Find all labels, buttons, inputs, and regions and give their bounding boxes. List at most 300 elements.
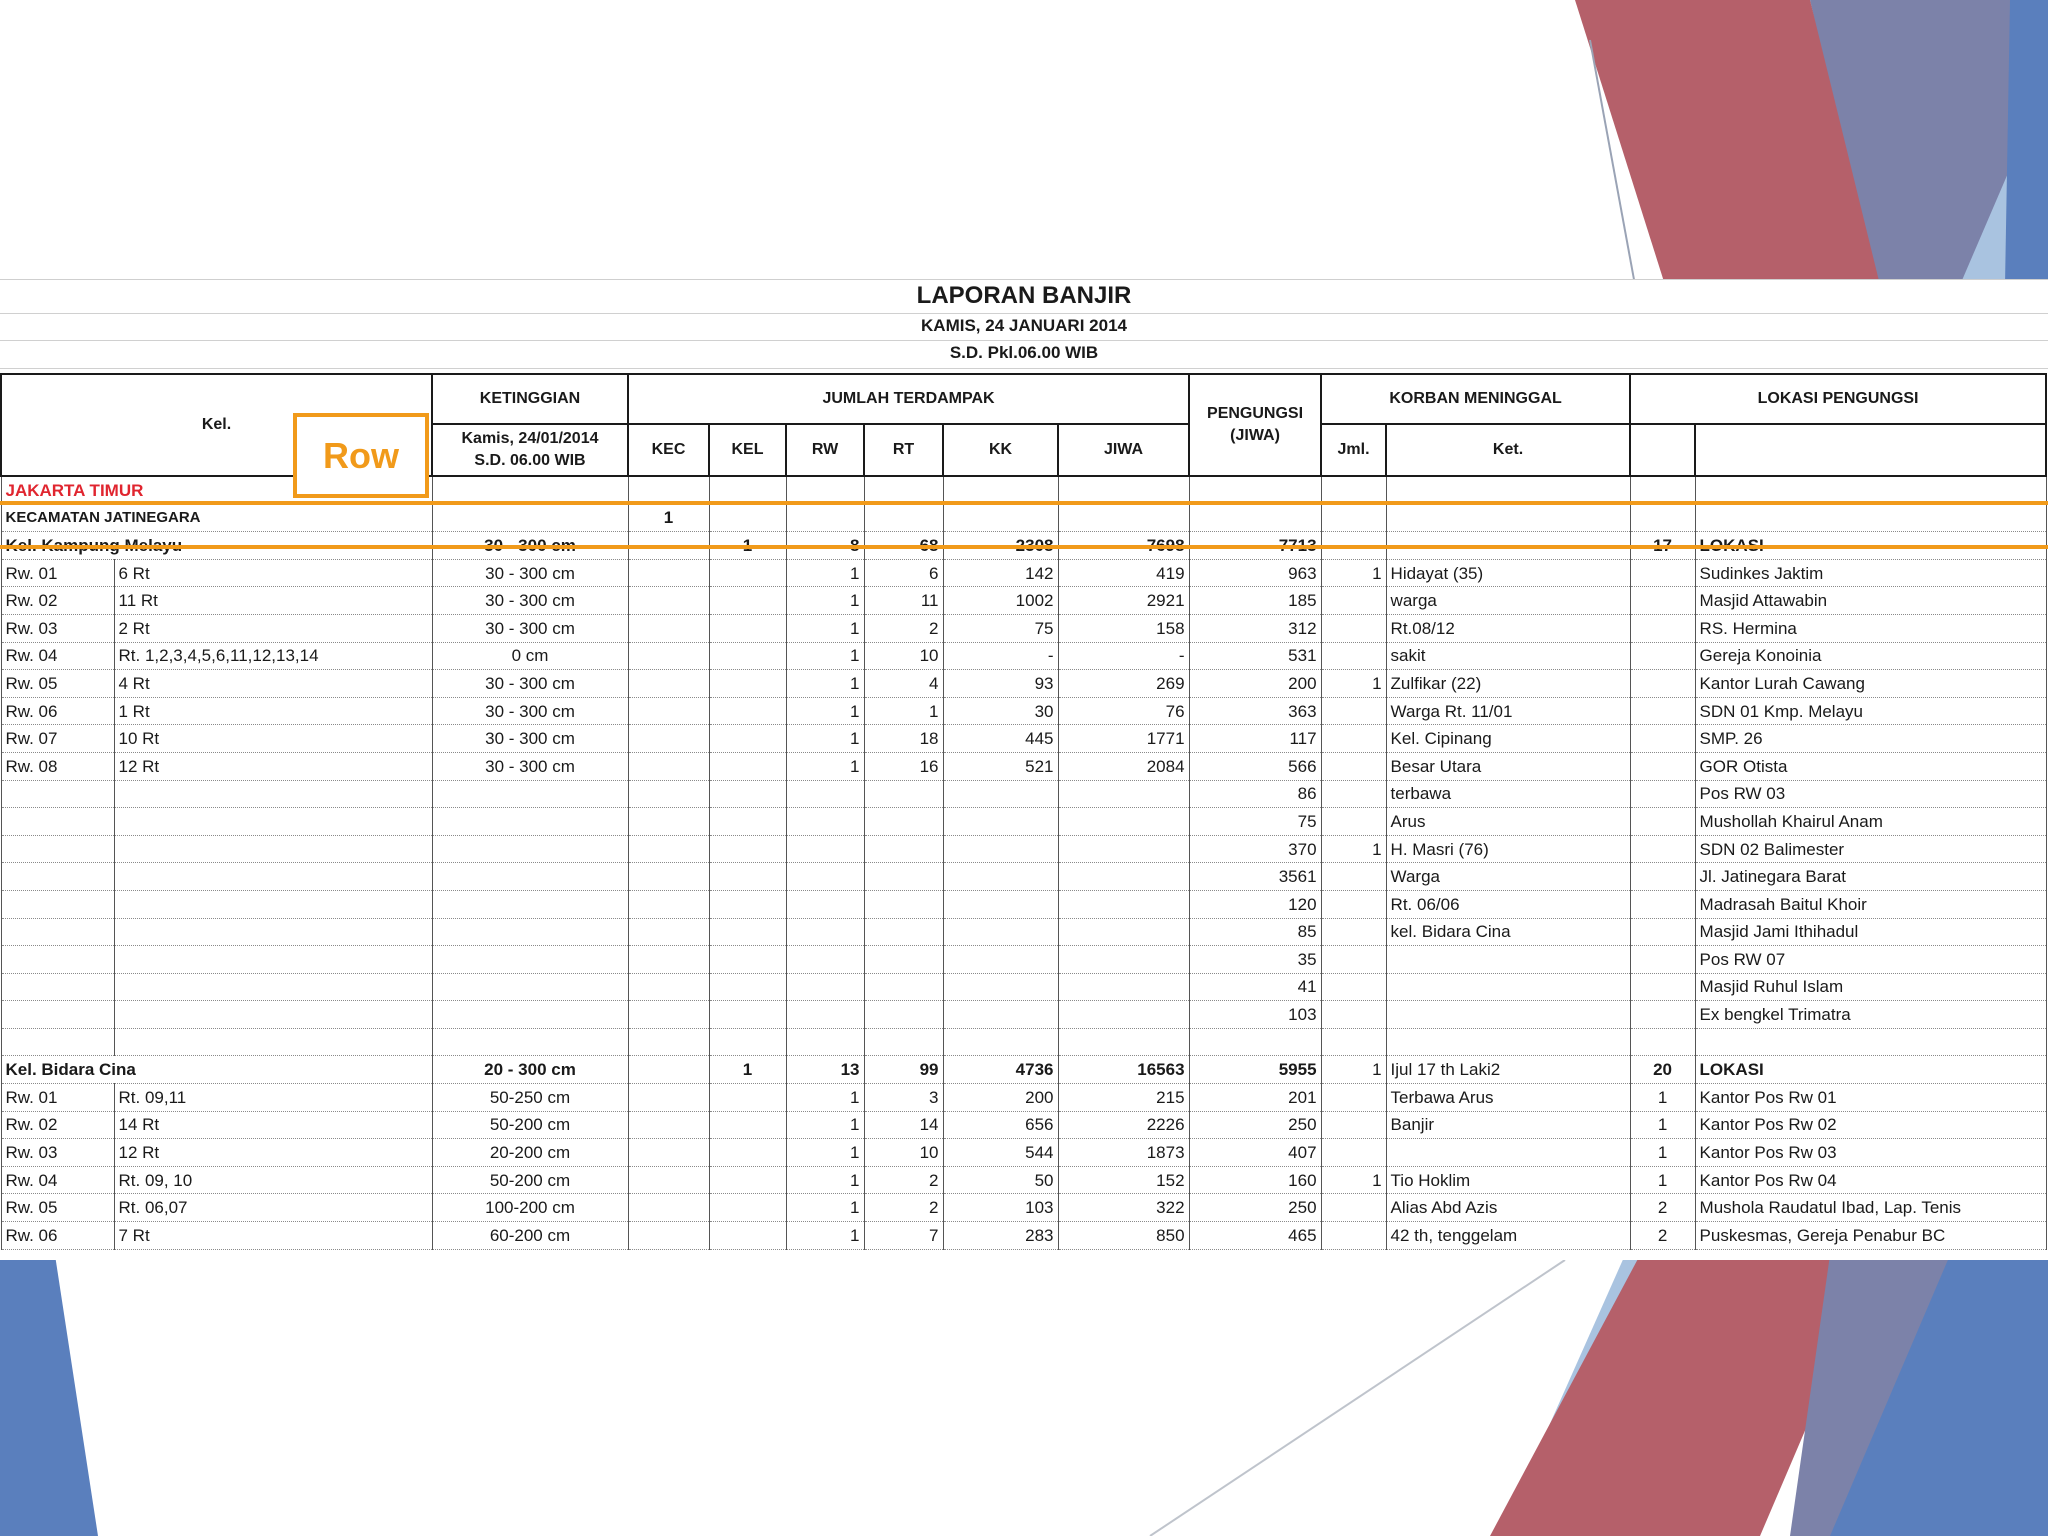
cell-ketinggian — [432, 890, 628, 918]
cell-kel — [709, 1028, 786, 1056]
cell-lokasi-count — [1630, 614, 1695, 642]
cell-lokasi: Masjid Ruhul Islam — [1695, 973, 2046, 1001]
cell-lokasi-count — [1630, 559, 1695, 587]
table-row — [1, 1084, 2046, 1112]
cell-jiwa — [1058, 808, 1189, 836]
cell-rt — [864, 973, 943, 1001]
header-ketinggian-date: Kamis, 24/01/2014 S.D. 06.00 WIB — [432, 424, 628, 476]
cell-ketinggian: 100-200 cm — [432, 1194, 628, 1222]
cell-ketinggian: 30 - 300 cm — [432, 670, 628, 698]
cell-korban-ket: Warga Rt. 11/01 — [1386, 697, 1630, 725]
cell-kk — [943, 973, 1058, 1001]
cell-korban-ket: Warga — [1386, 863, 1630, 891]
cell-rw: 1 — [786, 587, 864, 615]
cell-rw-number: Rw. 01 — [1, 559, 114, 587]
cell-rt — [864, 780, 943, 808]
table-row — [1, 1166, 2046, 1194]
cell-korban-jml — [1321, 808, 1386, 836]
cell-kec — [628, 890, 709, 918]
cell-pengungsi — [1189, 1028, 1321, 1056]
cell-lokasi: SDN 02 Balimester — [1695, 835, 2046, 863]
cell-jiwa: 269 — [1058, 670, 1189, 698]
cell-jiwa — [1058, 1028, 1189, 1056]
cell-rw-number: Rw. 03 — [1, 1139, 114, 1167]
header-jiwa: JIWA — [1058, 424, 1189, 476]
cell-korban-ket: terbawa — [1386, 780, 1630, 808]
cell-pengungsi: 250 — [1189, 1111, 1321, 1139]
cell-kk: 1002 — [943, 587, 1058, 615]
cell-kel — [709, 1222, 786, 1250]
cell-lokasi: Pos RW 03 — [1695, 780, 2046, 808]
cell-lokasi-count: 17 — [1630, 532, 1695, 560]
header-lokasi-pengungsi: LOKASI PENGUNGSI — [1630, 374, 2046, 424]
cell-korban-ket — [1386, 1139, 1630, 1167]
cell-kec — [628, 946, 709, 974]
cell-lokasi-count — [1630, 890, 1695, 918]
cell-korban-ket: warga — [1386, 587, 1630, 615]
cell-kel: 1 — [709, 532, 786, 560]
cell-kec — [628, 559, 709, 587]
cell-lokasi: Mushola Raudatul Ibad, Lap. Tenis — [1695, 1194, 2046, 1222]
header-lokasi-count — [1630, 424, 1695, 476]
cell-ketinggian: 30 - 300 cm — [432, 725, 628, 753]
cell-pengungsi: 407 — [1189, 1139, 1321, 1167]
cell-rt: 1 — [864, 697, 943, 725]
cell-korban-jml: 1 — [1321, 835, 1386, 863]
cell-kk — [943, 1001, 1058, 1029]
cell-rt-description: Rt. 09,11 — [114, 1084, 432, 1112]
cell-lokasi: Kantor Lurah Cawang — [1695, 670, 2046, 698]
cell-pengungsi: 201 — [1189, 1084, 1321, 1112]
header-jumlah-terdampak: JUMLAH TERDAMPAK — [628, 374, 1189, 424]
cell-kel — [709, 752, 786, 780]
cell-jiwa: 850 — [1058, 1222, 1189, 1250]
header-rt: RT — [864, 424, 943, 476]
cell-korban-jml — [1321, 587, 1386, 615]
cell-rt-description — [114, 863, 432, 891]
cell-ketinggian — [432, 918, 628, 946]
cell-jiwa: 2921 — [1058, 587, 1189, 615]
cell-lokasi-count — [1630, 1001, 1695, 1029]
cell-kel — [709, 614, 786, 642]
cell-korban-ket: Hidayat (35) — [1386, 559, 1630, 587]
cell-rw-number — [1, 946, 114, 974]
cell-kk: 445 — [943, 725, 1058, 753]
cell-ketinggian: 50-200 cm — [432, 1166, 628, 1194]
cell-kec — [628, 1166, 709, 1194]
cell-jiwa: 76 — [1058, 697, 1189, 725]
cell-kec — [628, 1111, 709, 1139]
cell-lokasi-count — [1630, 752, 1695, 780]
table-row — [1, 1139, 2046, 1167]
cell-kk: 103 — [943, 1194, 1058, 1222]
cell-pengungsi: 35 — [1189, 946, 1321, 974]
cell-rt: 11 — [864, 587, 943, 615]
cell-rt: 3 — [864, 1084, 943, 1112]
cell-rw — [786, 973, 864, 1001]
cell-lokasi: Mushollah Khairul Anam — [1695, 808, 2046, 836]
cell-rw — [786, 835, 864, 863]
cell-rw: 1 — [786, 1111, 864, 1139]
kelurahan-name: Kel. Bidara Cina — [1, 1056, 432, 1084]
cell-kec — [628, 973, 709, 1001]
cell-kel — [709, 670, 786, 698]
kelurahan-name: Kel. Kampung Melayu — [1, 532, 432, 560]
cell-kec — [628, 1222, 709, 1250]
cell-kk: 2308 — [943, 532, 1058, 560]
cell-korban-ket: H. Masri (76) — [1386, 835, 1630, 863]
cell-lokasi: Jl. Jatinegara Barat — [1695, 863, 2046, 891]
cell-jiwa: 2084 — [1058, 752, 1189, 780]
cell-korban-jml — [1321, 1139, 1386, 1167]
cell-pengungsi: 86 — [1189, 780, 1321, 808]
cell-kel — [709, 973, 786, 1001]
cell-korban-ket: Tio Hoklim — [1386, 1166, 1630, 1194]
cell-kk: 521 — [943, 752, 1058, 780]
bottom-right-shapes — [1150, 1255, 2048, 1536]
cell-korban-ket — [1386, 946, 1630, 974]
cell-korban-jml: 1 — [1321, 1056, 1386, 1084]
cell-korban-ket — [1386, 973, 1630, 1001]
cell-ketinggian — [432, 835, 628, 863]
table-row — [1, 890, 2046, 918]
cell-rt: 10 — [864, 642, 943, 670]
cell-lokasi: Sudinkes Jaktim — [1695, 559, 2046, 587]
cell-ketinggian — [432, 973, 628, 1001]
cell-jiwa — [1058, 918, 1189, 946]
table-row — [1, 1028, 2046, 1056]
cell-korban-ket: Ijul 17 th Laki2 — [1386, 1056, 1630, 1084]
cell-lokasi-count — [1630, 697, 1695, 725]
table-body — [1, 476, 2046, 1249]
cell-jiwa — [1058, 890, 1189, 918]
cell-kel — [709, 642, 786, 670]
cell-kel — [709, 946, 786, 974]
table-row — [1, 752, 2046, 780]
cell-rt: 2 — [864, 1194, 943, 1222]
header-ketinggian: KETINGGIAN — [432, 374, 628, 424]
cell-ketinggian: 30 - 300 cm — [432, 614, 628, 642]
cell-rw: 13 — [786, 1056, 864, 1084]
cell-jiwa: - — [1058, 642, 1189, 670]
cell-ketinggian: 30 - 300 cm — [432, 697, 628, 725]
cell-rw: 1 — [786, 670, 864, 698]
cell-rt-description — [114, 835, 432, 863]
table-row — [1, 973, 2046, 1001]
district-kec-count: 1 — [628, 504, 709, 532]
cell-kk: 544 — [943, 1139, 1058, 1167]
cell-korban-jml — [1321, 642, 1386, 670]
cell-rw: 1 — [786, 1166, 864, 1194]
cell-kel — [709, 780, 786, 808]
cell-korban-ket: Kel. Cipinang — [1386, 725, 1630, 753]
cell-rw-number — [1, 808, 114, 836]
cell-korban-jml — [1321, 752, 1386, 780]
cell-jiwa — [1058, 973, 1189, 1001]
cell-rt-description: 14 Rt — [114, 1111, 432, 1139]
deco-diagonal-line — [1150, 1260, 1565, 1536]
cell-kec — [628, 587, 709, 615]
cell-rt: 14 — [864, 1111, 943, 1139]
table-row-kelurahan-summary — [1, 1056, 2046, 1084]
cell-kec — [628, 752, 709, 780]
cell-lokasi-count — [1630, 725, 1695, 753]
cell-lokasi-count — [1630, 946, 1695, 974]
row-annotation-label: Row — [293, 413, 429, 498]
report-date: KAMIS, 24 JANUARI 2014 — [921, 316, 1127, 335]
cell-rt: 18 — [864, 725, 943, 753]
cell-ketinggian: 30 - 300 cm — [432, 587, 628, 615]
cell-rw-number: Rw. 02 — [1, 587, 114, 615]
cell-rt-description: Rt. 06,07 — [114, 1194, 432, 1222]
cell-pengungsi: 566 — [1189, 752, 1321, 780]
cell-korban-ket: Zulfikar (22) — [1386, 670, 1630, 698]
cell-rw-number: Rw. 06 — [1, 697, 114, 725]
cell-korban-jml — [1321, 890, 1386, 918]
cell-korban-jml — [1321, 946, 1386, 974]
cell-rw-number — [1, 918, 114, 946]
cell-rw — [786, 1001, 864, 1029]
cell-kk — [943, 863, 1058, 891]
cell-ketinggian: 20 - 300 cm — [432, 1056, 628, 1084]
table-row — [1, 587, 2046, 615]
cell-rw: 1 — [786, 1084, 864, 1112]
cell-jiwa: 322 — [1058, 1194, 1189, 1222]
cell-kec — [628, 808, 709, 836]
cell-kk: 656 — [943, 1111, 1058, 1139]
cell-rt-description: 4 Rt — [114, 670, 432, 698]
cell-rt — [864, 918, 943, 946]
cell-rt — [864, 808, 943, 836]
cell-pengungsi: 250 — [1189, 1194, 1321, 1222]
cell-rw: 1 — [786, 614, 864, 642]
cell-lokasi-count — [1630, 808, 1695, 836]
cell-kel — [709, 1166, 786, 1194]
cell-rw — [786, 780, 864, 808]
cell-kk: 93 — [943, 670, 1058, 698]
cell-kk — [943, 808, 1058, 836]
cell-lokasi-count: 20 — [1630, 1056, 1695, 1084]
cell-lokasi-count — [1630, 670, 1695, 698]
cell-rw — [786, 918, 864, 946]
cell-korban-jml — [1321, 1028, 1386, 1056]
cell-rt-description: Rt. 1,2,3,4,5,6,11,12,13,14 — [114, 642, 432, 670]
cell-kk — [943, 918, 1058, 946]
cell-korban-jml — [1321, 1194, 1386, 1222]
cell-rt: 6 — [864, 559, 943, 587]
cell-korban-jml: 1 — [1321, 1166, 1386, 1194]
cell-ketinggian — [432, 946, 628, 974]
row-annotation-highlight — [0, 501, 2048, 549]
cell-kel — [709, 725, 786, 753]
cell-pengungsi: 363 — [1189, 697, 1321, 725]
table-row — [1, 1194, 2046, 1222]
cell-lokasi: GOR Otista — [1695, 752, 2046, 780]
cell-rt-description: 2 Rt — [114, 614, 432, 642]
header-kel-count: KEL — [709, 424, 786, 476]
cell-pengungsi: 5955 — [1189, 1056, 1321, 1084]
cell-pengungsi: 117 — [1189, 725, 1321, 753]
table-row — [1, 725, 2046, 753]
table-row — [1, 1001, 2046, 1029]
cell-rt-description — [114, 890, 432, 918]
cell-ketinggian: 0 cm — [432, 642, 628, 670]
title-divider — [0, 368, 2048, 369]
cell-jiwa: 1873 — [1058, 1139, 1189, 1167]
cell-lokasi: RS. Hermina — [1695, 614, 2046, 642]
cell-lokasi-count — [1630, 1028, 1695, 1056]
cell-pengungsi: 185 — [1189, 587, 1321, 615]
cell-ketinggian: 30 - 300 cm — [432, 559, 628, 587]
cell-lokasi-count — [1630, 863, 1695, 891]
cell-pengungsi: 312 — [1189, 614, 1321, 642]
cell-korban-ket: Arus — [1386, 808, 1630, 836]
cell-lokasi-count — [1630, 835, 1695, 863]
cell-kk — [943, 946, 1058, 974]
bottom-left-shapes — [0, 1255, 98, 1536]
header-kel: Kel. — [1, 374, 432, 476]
cell-korban-ket: 42 th, tenggelam — [1386, 1222, 1630, 1250]
cell-rt-description — [114, 973, 432, 1001]
cell-kel — [709, 890, 786, 918]
cell-rt-description: 11 Rt — [114, 587, 432, 615]
cell-ketinggian: 30 - 300 cm — [432, 532, 628, 560]
cell-rw-number — [1, 1028, 114, 1056]
cell-rw-number: Rw. 05 — [1, 1194, 114, 1222]
cell-lokasi: Masjid Attawabin — [1695, 587, 2046, 615]
cell-kk — [943, 890, 1058, 918]
cell-kk: 75 — [943, 614, 1058, 642]
cell-korban-ket — [1386, 1028, 1630, 1056]
cell-rw-number — [1, 863, 114, 891]
cell-kec — [628, 697, 709, 725]
table-row — [1, 808, 2046, 836]
cell-lokasi-count: 1 — [1630, 1139, 1695, 1167]
cell-rw: 1 — [786, 1139, 864, 1167]
cell-kel — [709, 697, 786, 725]
table-row — [1, 835, 2046, 863]
cell-rw-number: Rw. 04 — [1, 1166, 114, 1194]
cell-kec — [628, 1194, 709, 1222]
cell-korban-ket: Alias Abd Azis — [1386, 1194, 1630, 1222]
cell-pengungsi: 7713 — [1189, 532, 1321, 560]
cell-lokasi: Pos RW 07 — [1695, 946, 2046, 974]
cell-ketinggian — [432, 1001, 628, 1029]
cell-korban-jml — [1321, 973, 1386, 1001]
cell-jiwa: 152 — [1058, 1166, 1189, 1194]
cell-korban-ket: Terbawa Arus — [1386, 1084, 1630, 1112]
cell-kel — [709, 918, 786, 946]
table-row — [1, 697, 2046, 725]
top-right-shapes — [1575, 0, 2048, 285]
cell-kk: 4736 — [943, 1056, 1058, 1084]
cell-rw — [786, 1028, 864, 1056]
cell-kel: 1 — [709, 1056, 786, 1084]
cell-kel — [709, 835, 786, 863]
header-pengungsi: PENGUNGSI (JIWA) — [1189, 374, 1321, 476]
cell-jiwa: 215 — [1058, 1084, 1189, 1112]
cell-jiwa: 1771 — [1058, 725, 1189, 753]
cell-kk: 200 — [943, 1084, 1058, 1112]
cell-jiwa: 158 — [1058, 614, 1189, 642]
cell-lokasi: LOKASI — [1695, 532, 2046, 560]
cell-kec — [628, 863, 709, 891]
cell-lokasi: LOKASI — [1695, 1056, 2046, 1084]
cell-rw-number: Rw. 07 — [1, 725, 114, 753]
cell-rw-number — [1, 890, 114, 918]
cell-lokasi: Madrasah Baitul Khoir — [1695, 890, 2046, 918]
cell-korban-jml: 1 — [1321, 670, 1386, 698]
cell-korban-jml — [1321, 1111, 1386, 1139]
deco-blue-shape — [2005, 0, 2048, 285]
cell-korban-jml — [1321, 780, 1386, 808]
cell-korban-jml — [1321, 614, 1386, 642]
table-row — [1, 1111, 2046, 1139]
table-row — [1, 918, 2046, 946]
cell-rt-description: 7 Rt — [114, 1222, 432, 1250]
cell-jiwa — [1058, 946, 1189, 974]
cell-ketinggian: 30 - 300 cm — [432, 752, 628, 780]
cell-korban-ket: Rt.08/12 — [1386, 614, 1630, 642]
cell-kel — [709, 1139, 786, 1167]
cell-rt: 4 — [864, 670, 943, 698]
cell-rw-number: Rw. 06 — [1, 1222, 114, 1250]
cell-korban-ket: Banjir — [1386, 1111, 1630, 1139]
cell-rw: 8 — [786, 532, 864, 560]
cell-pengungsi: 120 — [1189, 890, 1321, 918]
cell-rt — [864, 946, 943, 974]
cell-rt — [864, 835, 943, 863]
cell-rt: 2 — [864, 1166, 943, 1194]
cell-rw-number — [1, 835, 114, 863]
cell-kel — [709, 559, 786, 587]
table-row — [1, 946, 2046, 974]
cell-kel — [709, 587, 786, 615]
cell-rt-description — [114, 918, 432, 946]
cell-rw: 1 — [786, 697, 864, 725]
cell-kk — [943, 835, 1058, 863]
header-lokasi-name — [1695, 424, 2046, 476]
cell-rw — [786, 863, 864, 891]
cell-lokasi: Puskesmas, Gereja Penabur BC — [1695, 1222, 2046, 1250]
cell-lokasi: SMP. 26 — [1695, 725, 2046, 753]
cell-jiwa — [1058, 1001, 1189, 1029]
cell-rw-number: Rw. 02 — [1, 1111, 114, 1139]
cell-jiwa — [1058, 835, 1189, 863]
cell-pengungsi: 103 — [1189, 1001, 1321, 1029]
cell-pengungsi: 160 — [1189, 1166, 1321, 1194]
cell-lokasi — [1695, 1028, 2046, 1056]
deco-blue-bottom-left — [0, 1255, 98, 1536]
cell-jiwa: 16563 — [1058, 1056, 1189, 1084]
cell-korban-jml — [1321, 1222, 1386, 1250]
cell-kk: - — [943, 642, 1058, 670]
cell-korban-jml — [1321, 918, 1386, 946]
header-jml: Jml. — [1321, 424, 1386, 476]
cell-rt-description — [114, 1001, 432, 1029]
cell-rt-description: 12 Rt — [114, 752, 432, 780]
cell-rw-number: Rw. 04 — [1, 642, 114, 670]
cell-rt — [864, 1001, 943, 1029]
title-divider — [0, 340, 2048, 341]
cell-pengungsi: 465 — [1189, 1222, 1321, 1250]
cell-ketinggian — [432, 863, 628, 891]
cell-kec — [628, 1139, 709, 1167]
report-time: S.D. Pkl.06.00 WIB — [949, 343, 1099, 362]
cell-rt: 10 — [864, 1139, 943, 1167]
cell-lokasi-count: 1 — [1630, 1084, 1695, 1112]
cell-kec — [628, 835, 709, 863]
